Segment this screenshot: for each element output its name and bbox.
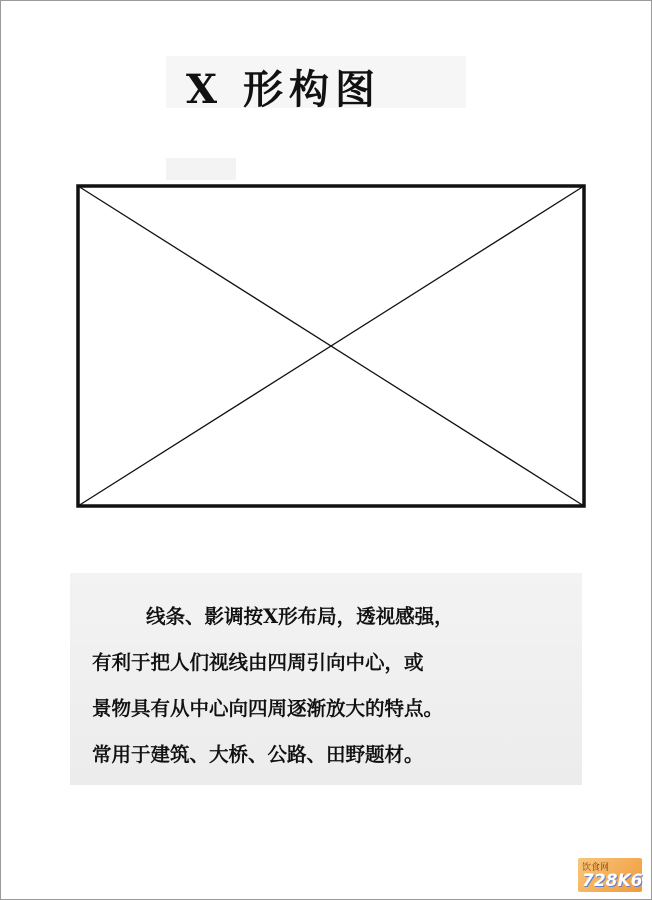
site-watermark-logo xyxy=(578,858,642,892)
description-line: 常用于建筑、大桥、公路、田野题材。 xyxy=(92,743,424,766)
description-line: 线条、影调按X形布局，透视感强， xyxy=(146,605,454,628)
watermark-main-text: 728K6 xyxy=(582,871,643,891)
description-text xyxy=(92,594,572,778)
watermark-top-text: 饮食网 xyxy=(582,863,610,873)
description-line: 景物具有从中心向四周逐渐放大的特点。 xyxy=(92,697,444,720)
description-line: 有利于把人们视线由四周引向中心，或 xyxy=(92,651,424,674)
page-title: X 形构图 xyxy=(186,66,381,113)
